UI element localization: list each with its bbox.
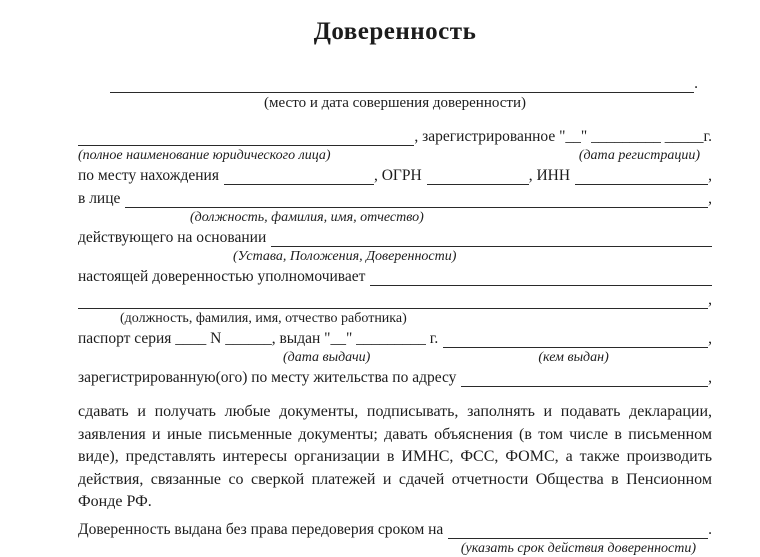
- passport-line: [78, 327, 712, 350]
- location-label: по месту нахождения: [78, 167, 219, 184]
- term-blank: [448, 522, 708, 539]
- place-date-line: [110, 72, 698, 95]
- ogrn-label: , ОГРН: [373, 167, 422, 184]
- employee-caption: (должность, фамилия, имя, отчество работника): [120, 311, 407, 326]
- passport-line-comma: ,: [708, 330, 712, 347]
- company-captions-row: [78, 148, 712, 164]
- address-blank: [461, 370, 708, 387]
- address-label: зарегистрированную(ого) по месту жительства по адресу: [78, 369, 457, 386]
- passport-issuer-blank: [443, 331, 708, 348]
- location-line-comma: ,: [708, 167, 712, 184]
- basis-label: действующего на основании: [78, 229, 267, 246]
- passport-captions-row: [78, 350, 712, 366]
- inn-blank: [575, 168, 708, 185]
- authorize-blank: [370, 269, 712, 286]
- location-ogrn-inn-line: [78, 164, 712, 187]
- term-period: .: [708, 520, 712, 538]
- company-name-blank: [78, 129, 414, 146]
- address-line-comma: ,: [708, 369, 712, 386]
- ogrn-blank: [427, 168, 529, 185]
- registration-date-caption: (дата регистрации): [578, 148, 700, 163]
- basis-line: [78, 226, 712, 249]
- authorize-label: настоящей доверенностью уполномочивает: [78, 268, 366, 285]
- address-line: [78, 366, 712, 389]
- authorize-line: [78, 265, 712, 288]
- represented-by-label: в лице: [78, 190, 121, 207]
- powers-paragraph: сдавать и получать любые документы, подписывать, заполнять и подавать декларации, заявления и иные письменные документы; давать объяснения (в том числе в письменном виде), представлять интересы организации в ИМНС, ФСС, ФОМС, а также производить действия, связанные со сверкой платежей и сдачей отчетности Общества в Пенсионном Фонде РФ.: [78, 403, 712, 510]
- place-date-blank: [110, 76, 694, 93]
- passport-label: паспорт серия ____ N ______, выдан "__" _________ г.: [78, 330, 439, 347]
- represented-by-blank: [125, 191, 708, 208]
- document-title: Доверенность: [313, 18, 477, 45]
- place-date-period: .: [694, 75, 698, 92]
- issuer-caption: (кем выдан): [538, 350, 609, 365]
- basis-caption: (Устава, Положения, Доверенности): [233, 249, 457, 264]
- term-line: [78, 518, 712, 541]
- company-registered-line: [78, 125, 712, 148]
- authorize-continuation-line: [78, 288, 712, 311]
- term-caption: (указать срок действия доверенности): [460, 540, 696, 556]
- company-name-caption: (полное наименование юридического лица): [78, 148, 331, 163]
- employee-name-blank: [78, 292, 708, 309]
- basis-blank: [271, 230, 712, 247]
- inn-label: , ИНН: [528, 167, 571, 184]
- represented-by-line: [78, 187, 712, 210]
- represented-by-caption: (должность, фамилия, имя, отчество): [190, 210, 424, 225]
- place-date-caption: (место и дата совершения доверенности): [264, 95, 526, 111]
- authorize-continuation-comma: ,: [708, 291, 712, 308]
- represented-by-comma: ,: [708, 190, 712, 207]
- issue-date-caption: (дата выдачи): [283, 350, 371, 365]
- location-blank: [224, 168, 374, 185]
- registered-suffix: , зарегистрированное "__" _________ _____г.: [414, 128, 712, 145]
- term-label: Доверенность выдана без права передоверия сроком на: [78, 520, 444, 538]
